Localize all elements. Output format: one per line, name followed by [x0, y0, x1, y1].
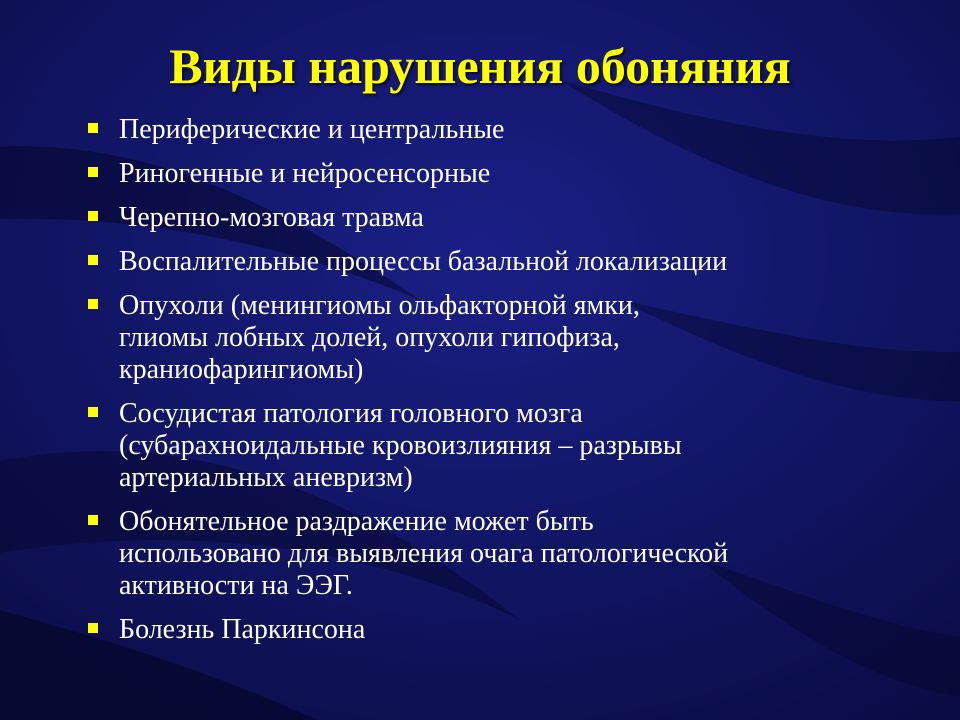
bullet-item	[88, 114, 888, 146]
bullet-text: Риногенные и нейросенсорные	[119, 158, 491, 189]
square-bullet-icon	[88, 407, 98, 417]
bullet-text-line: артериальных аневризм)	[119, 462, 413, 493]
bullet-text-line: активности на ЭЭГ.	[119, 570, 353, 601]
square-bullet-icon	[88, 299, 98, 309]
bullet-text-line: (субарахноидальные кровоизлияния – разрывы	[119, 430, 682, 461]
bullet-item	[88, 290, 888, 386]
square-bullet-icon	[88, 211, 98, 221]
bullet-text-line: Опухоли (менингиомы ольфакторной ямки,	[119, 290, 640, 321]
square-bullet-icon	[88, 255, 98, 265]
bullet-text: Периферические и центральные	[119, 114, 505, 145]
bullet-list	[88, 114, 888, 658]
bullet-item	[88, 158, 888, 190]
square-bullet-icon	[88, 623, 98, 633]
square-bullet-icon	[88, 515, 98, 525]
bullet-text-line: использовано для выявления очага патологической	[119, 538, 729, 569]
bullet-item	[88, 246, 888, 278]
bullet-item	[88, 202, 888, 234]
bullet-item	[88, 614, 888, 646]
bullet-text-line: Обонятельное раздражение может быть	[119, 506, 594, 537]
bullet-text-line: глиомы лобных долей, опухоли гипофиза,	[119, 322, 620, 353]
bullet-text-line: Сосудистая патология головного мозга	[119, 398, 583, 429]
bullet-text: Болезнь Паркинсона	[119, 614, 366, 645]
bullet-text: Черепно-мозговая травма	[119, 202, 424, 233]
bullet-text-line: краниофарингиомы)	[119, 354, 364, 385]
bullet-text: Воспалительные процессы базальной локализации	[119, 246, 728, 277]
square-bullet-icon	[88, 167, 98, 177]
slide-title: Виды нарушения обоняния	[169, 38, 791, 94]
bullet-item	[88, 506, 888, 602]
square-bullet-icon	[88, 123, 98, 133]
bullet-item	[88, 398, 888, 494]
